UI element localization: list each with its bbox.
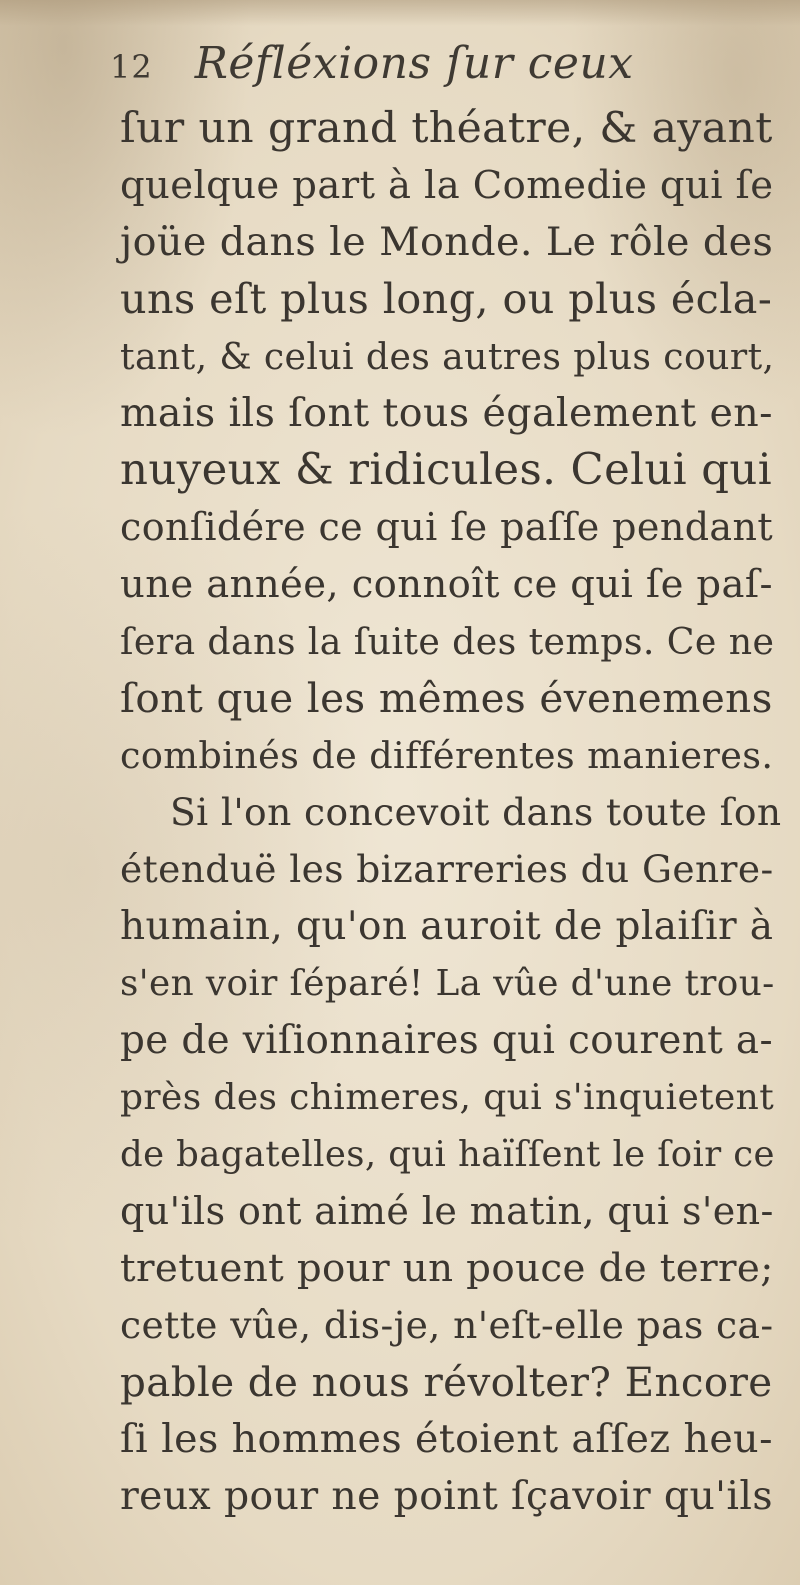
text-line-24: ſi les hommes étoient aſſez heu- — [120, 1416, 773, 1462]
text-line-23: pable de nous révolter? Encore — [120, 1359, 773, 1406]
page-number: 12 — [110, 48, 153, 86]
text-line-14: étenduë les bizarreries du Genre- — [120, 847, 774, 891]
text-line-21: tretuent pour un pouce de terre; — [120, 1246, 774, 1291]
text-line-9: une année, connoît ce qui ſe paſ- — [120, 562, 773, 607]
text-line-5: tant, & celui des autres plus court, — [120, 335, 775, 378]
body-text — [120, 100, 785, 1525]
text-line-18: près des chimeres, qui s'inquietent — [120, 1077, 775, 1118]
text-line-8: conſidére ce qui ſe paſſe pendant — [120, 505, 774, 549]
text-line-11: ſont que les mêmes évenemens — [120, 674, 773, 722]
text-line-7: nuyeux & ridicules. Celui qui — [120, 445, 772, 495]
text-line-6: mais ils ſont tous également en- — [120, 390, 773, 436]
text-line-3: joüe dans le Monde. Le rôle des — [120, 219, 774, 265]
page-header — [110, 38, 670, 98]
text-line-19: de bagatelles, qui haïſſent le ſoir ce — [120, 1134, 775, 1175]
running-head: Réfléxions ſur ceux — [194, 38, 634, 89]
text-line-13: Si l'on concevoit dans toute ſon — [170, 790, 782, 834]
text-line-4: uns eſt plus long, ou plus écla- — [120, 275, 773, 323]
text-line-16: s'en voir ſéparé! La vûe d'une trou- — [120, 963, 775, 1004]
page-top-edge — [0, 0, 800, 26]
text-line-25: reux pour ne point ſçavoir qu'ils — [120, 1474, 773, 1519]
text-line-17: pe de viſionnaires qui courent a- — [120, 1018, 773, 1063]
text-line-2: quelque part à la Comedie qui ſe — [120, 163, 774, 208]
text-line-1: ſur un grand théatre, & ayant — [120, 104, 773, 153]
text-line-10: ſera dans la ſuite des temps. Ce ne — [120, 620, 775, 663]
text-line-20: qu'ils ont aimé le matin, qui s'en- — [120, 1189, 774, 1233]
text-line-12: combinés de différentes manieres. — [120, 734, 774, 777]
text-line-15: humain, qu'on auroit de plaiſir à — [120, 904, 774, 949]
text-line-22: cette vûe, dis-je, n'eſt-elle pas ca- — [120, 1303, 774, 1347]
